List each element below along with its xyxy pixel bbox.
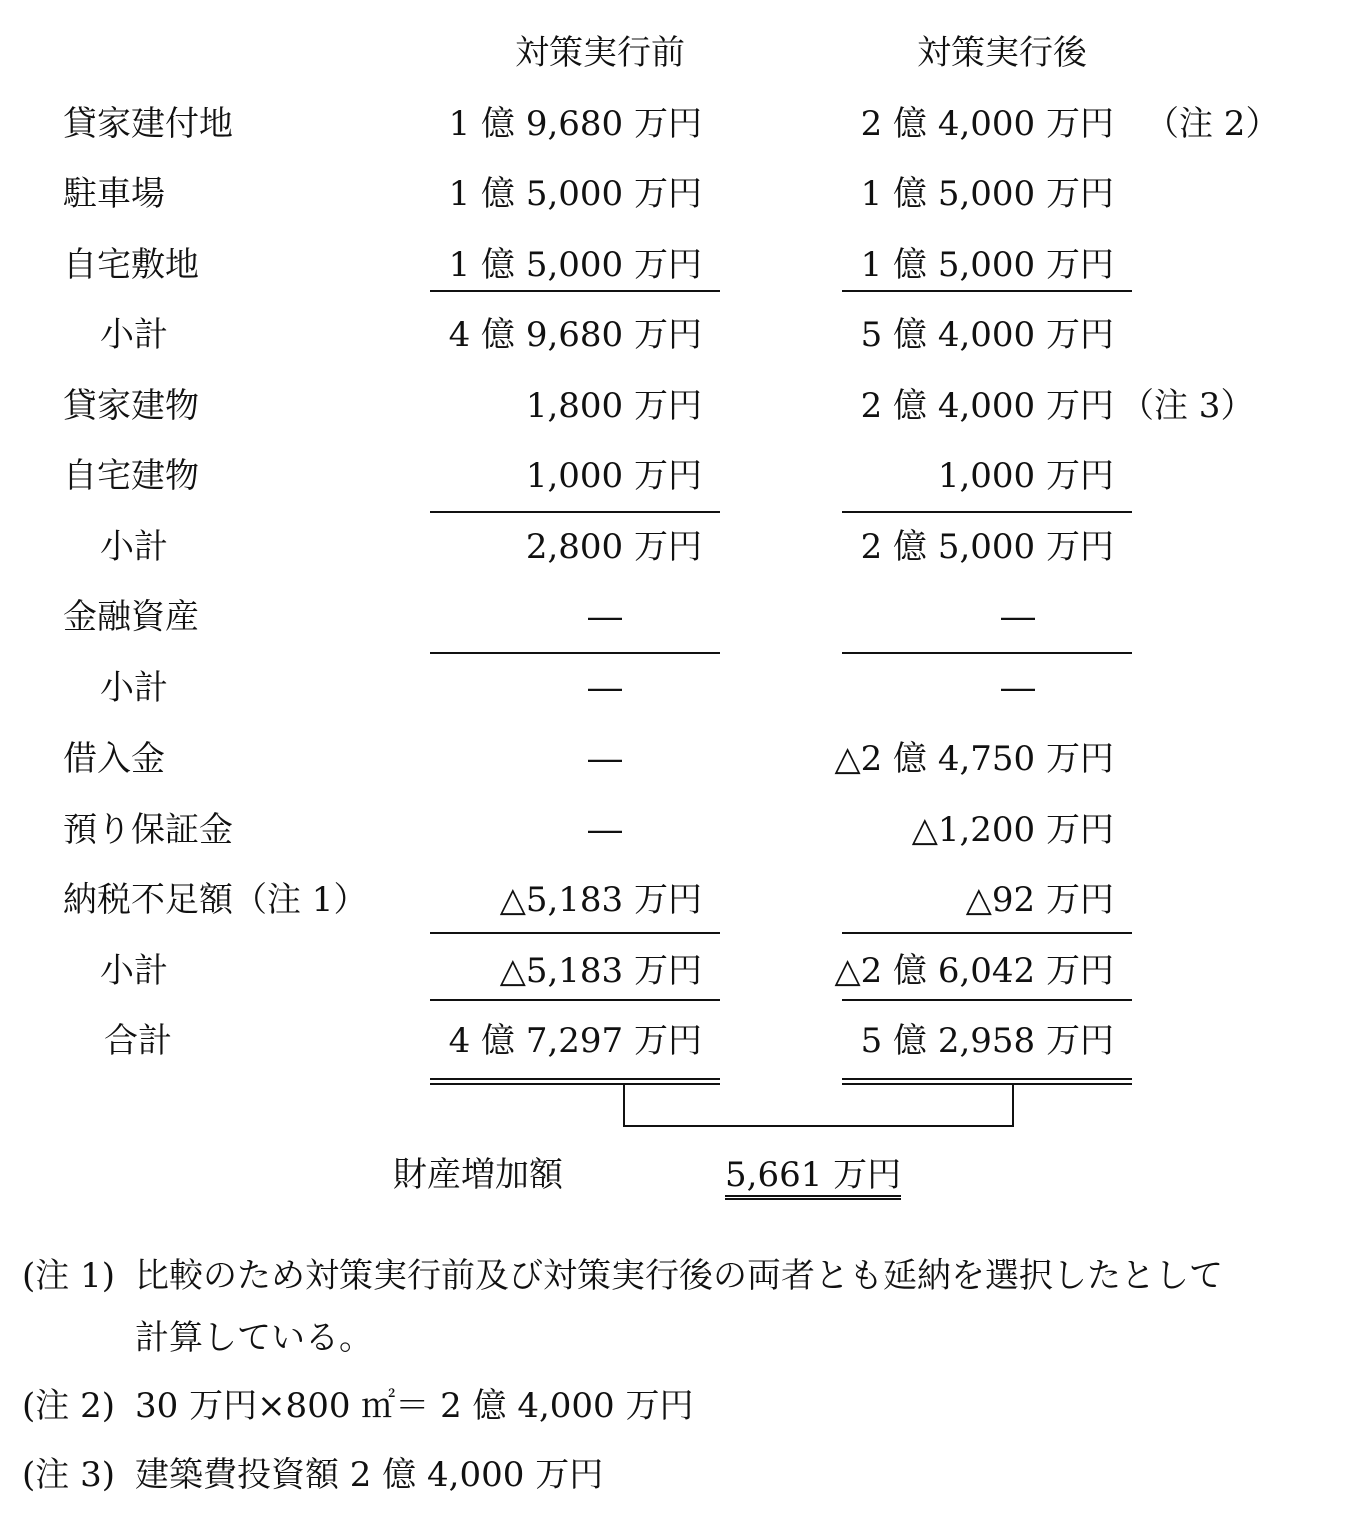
row-before: 1 億 5,000 万円 [448,245,702,285]
row-before: ― [588,668,622,708]
row-before: △5,183 万円 [499,951,702,991]
row-note: （注 2） [1145,104,1280,144]
difference-bracket [623,1083,1014,1127]
row-after: △1,200 万円 [911,810,1114,850]
subtotal-rule [430,932,720,934]
row-label: 金融資産 [63,597,199,637]
row-note: （注 3） [1120,386,1255,426]
row-label: 合計 [104,1021,172,1061]
row-after: 1,000 万円 [937,456,1114,496]
row-before: △5,183 万円 [499,880,702,920]
row-after: △2 億 4,750 万円 [834,739,1114,779]
subtotal-rule [842,290,1132,292]
subtotal-rule [430,652,720,654]
subtotal-rule [842,511,1132,513]
row-after: 2 億 4,000 万円 [860,104,1114,144]
row-before: 1,800 万円 [525,386,702,426]
increase-amount: 5,661 万円 [725,1155,901,1200]
subtotal-rule [842,652,1132,654]
row-before: 1 億 5,000 万円 [448,174,702,214]
row-label: 納税不足額（注 1） [63,880,368,920]
header-before: 対策実行前 [515,33,685,73]
total-rule [430,999,720,1001]
note-text: 建築費投資額 2 億 4,000 万円 [135,1455,604,1495]
note-text: 比較のため対策実行前及び対策実行後の両者とも延納を選択したとして [135,1256,1223,1296]
row-before: 2,800 万円 [525,527,702,567]
row-after: 1 億 5,000 万円 [860,174,1114,214]
row-label: 自宅建物 [63,456,199,496]
increase-value [725,1155,901,1195]
note-mark: (注 1) [22,1256,115,1296]
row-after: 2 億 5,000 万円 [860,527,1114,567]
row-label: 小計 [100,527,168,567]
row-after: 1 億 5,000 万円 [860,245,1114,285]
note-mark: (注 2) [22,1386,115,1426]
subtotal-rule [430,511,720,513]
note-text-cont: 計算している。 [135,1318,373,1358]
row-after: 5 億 2,958 万円 [860,1021,1114,1061]
note-text: 30 万円×800 ㎡＝ 2 億 4,000 万円 [135,1386,694,1426]
increase-label: 財産増加額 [393,1155,563,1195]
row-after: △2 億 6,042 万円 [834,951,1114,991]
row-after: 5 億 4,000 万円 [860,315,1114,355]
row-label: 小計 [100,668,168,708]
row-after: ― [1001,668,1035,708]
row-label: 小計 [100,315,168,355]
row-before: ― [588,810,622,850]
row-label: 借入金 [63,739,165,779]
row-after: 2 億 4,000 万円 [860,386,1114,426]
row-before: 1,000 万円 [525,456,702,496]
row-before: 4 億 7,297 万円 [448,1021,702,1061]
total-rule [842,999,1132,1001]
subtotal-rule [430,290,720,292]
row-label: 預り保証金 [63,810,233,850]
row-label: 貸家建付地 [63,104,233,144]
subtotal-rule [842,932,1132,934]
row-after: △92 万円 [965,880,1114,920]
row-label: 貸家建物 [63,386,199,426]
row-label: 自宅敷地 [63,245,199,285]
header-after: 対策実行後 [917,33,1087,73]
row-before: ― [588,739,622,779]
row-label: 駐車場 [63,174,165,214]
row-label: 小計 [100,951,168,991]
note-mark: (注 3) [22,1455,115,1495]
row-before: 1 億 9,680 万円 [448,104,702,144]
row-before: 4 億 9,680 万円 [448,315,702,355]
row-before: ― [588,597,622,637]
row-after: ― [1001,597,1035,637]
